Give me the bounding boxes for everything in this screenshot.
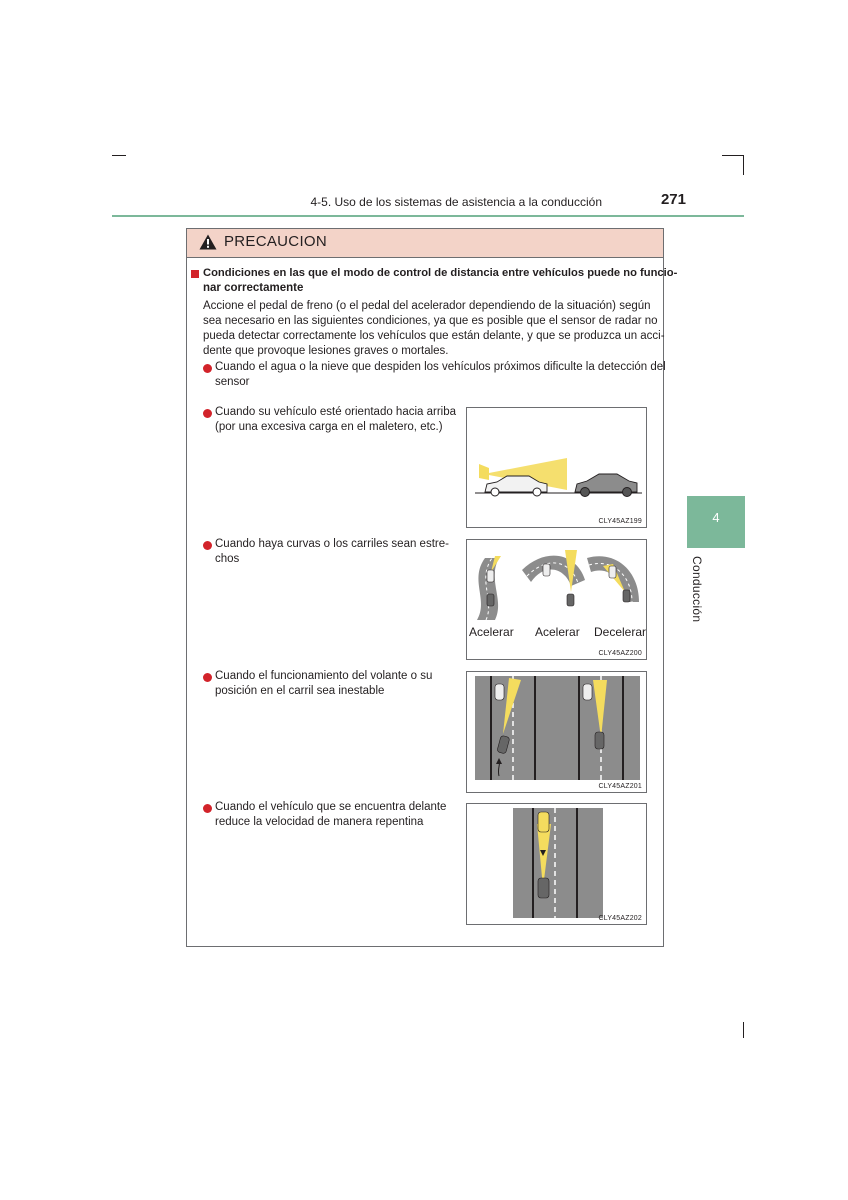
figure-code: CLY45AZ201 — [598, 783, 642, 790]
section-header: 4-5. Uso de los sistemas de asistencia a la conducción — [310, 195, 602, 209]
intro-line: Accione el pedal de freno (o el pedal del acelerador dependiendo de la situación) según — [203, 300, 651, 312]
crop-mark — [112, 155, 126, 156]
caption-accelerate: Acelerar — [535, 625, 580, 639]
chapter-label: Conducción — [690, 556, 704, 623]
crop-mark — [743, 155, 744, 175]
crop-mark — [743, 1022, 744, 1038]
bullet-text: Cuando su vehículo esté orientado hacia arriba — [215, 406, 457, 418]
bullet-text: (por una excesiva carga en el maletero, etc.) — [215, 421, 443, 433]
sudden-slowdown-illustration — [467, 804, 647, 925]
chapter-tab-label-wrap — [690, 556, 710, 636]
figure-tilted-car — [466, 407, 647, 528]
caption-accelerate: Acelerar — [469, 625, 514, 639]
bullet-text: Cuando el vehículo que se encuentra delante — [215, 801, 447, 813]
figure-code: CLY45AZ200 — [598, 650, 642, 657]
bullet-dot — [203, 541, 212, 550]
figure-unstable-lane — [466, 671, 647, 793]
caution-title: PRECAUCION — [224, 233, 328, 250]
bullet-text: chos — [215, 553, 240, 565]
figure-sudden-slowdown — [466, 803, 647, 925]
warning-icon — [199, 234, 217, 250]
intro-line: sea necesario en las siguientes condiciones, ya que es posible que el sensor de radar no — [203, 315, 658, 327]
bullet-text: sensor — [215, 376, 250, 388]
bullet-dot — [203, 364, 212, 373]
chapter-number: 4 — [712, 510, 720, 525]
heading-square-bullet — [191, 270, 199, 278]
bullet-dot — [203, 673, 212, 682]
crop-mark — [722, 155, 744, 156]
heading-line: Condiciones en las que el modo de control de distancia entre vehículos puede no funcio- — [203, 267, 678, 279]
bullet-text: reduce la velocidad de manera repentina — [215, 816, 424, 828]
figure-code: CLY45AZ202 — [598, 915, 642, 922]
caution-header — [187, 229, 663, 258]
caption-decelerate: Decelerar — [594, 625, 647, 639]
heading-line: nar correctamente — [203, 282, 304, 294]
unstable-lane-illustration — [467, 672, 647, 793]
bullet-text: Cuando haya curvas o los carriles sean estre- — [215, 538, 449, 550]
figure-curves — [466, 539, 647, 660]
chapter-tab — [687, 496, 745, 548]
bullet-text: Cuando el agua o la nieve que despiden los vehículos próximos dificulte la detección del — [215, 361, 666, 373]
tilted-car-illustration — [467, 408, 647, 528]
header-rule — [112, 215, 744, 217]
bullet-dot — [203, 804, 212, 813]
caution-box — [186, 228, 678, 947]
curves-illustration — [467, 540, 647, 635]
figure-code: CLY45AZ199 — [598, 518, 642, 525]
intro-line: pueda detectar correctamente los vehículos que están delante, y que se produzca un acci- — [203, 330, 665, 342]
bullet-text: Cuando el funcionamiento del volante o su — [215, 670, 433, 682]
intro-line: dente que provoque lesiones graves o mortales. — [203, 345, 449, 357]
bullet-dot — [203, 409, 212, 418]
bullet-text: posición en el carril sea inestable — [215, 685, 385, 697]
page-number: 271 — [660, 191, 686, 208]
